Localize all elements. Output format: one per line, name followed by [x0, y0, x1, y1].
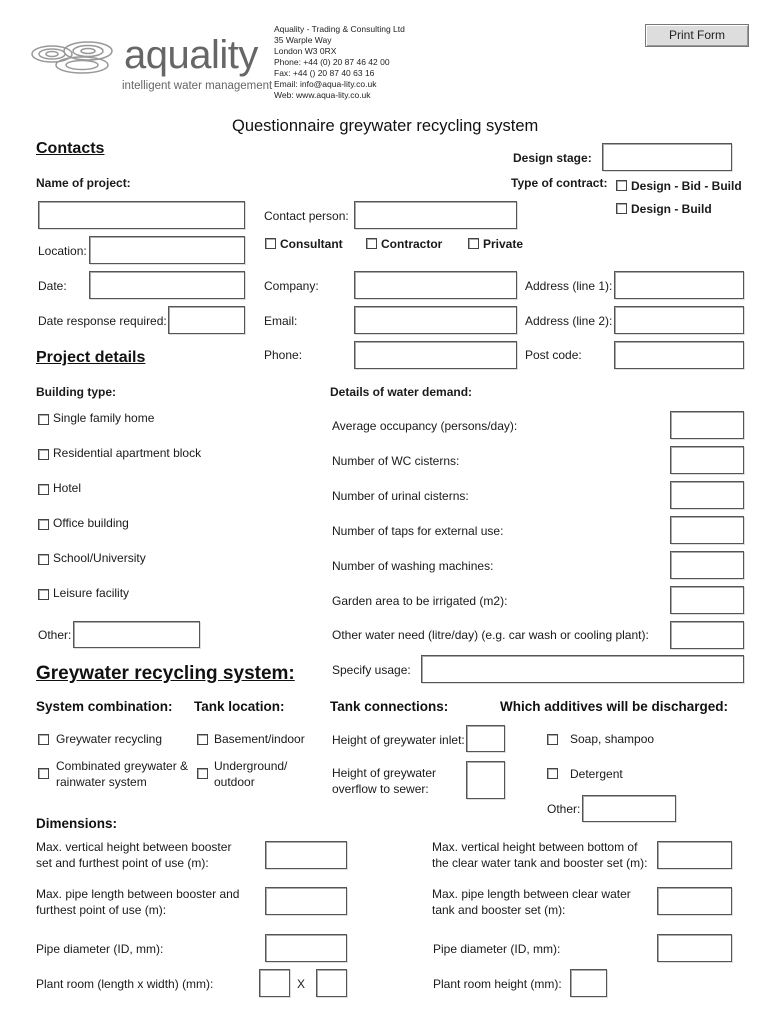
phone-label: Phone:: [264, 348, 303, 362]
contact-person-field[interactable]: [354, 201, 517, 229]
phone-field[interactable]: [354, 341, 517, 369]
pipe-diameter-left-field[interactable]: [265, 934, 347, 962]
tank-location-option: Basement/indoor: [214, 732, 305, 746]
demand-label: Number of urinal cisterns:: [332, 489, 469, 503]
combination-option: Greywater recycling: [56, 732, 163, 746]
building-other-field[interactable]: [73, 621, 200, 648]
greywater-recycling-checkbox[interactable]: [38, 734, 49, 745]
urinal-cisterns-field[interactable]: [670, 481, 744, 509]
additive-option: Detergent: [570, 767, 623, 781]
contractor-checkbox[interactable]: [366, 238, 377, 249]
times-separator: X: [297, 977, 306, 991]
demand-label: Other water need (litre/day) (e.g. car wash or cooling plant):: [332, 628, 649, 642]
date-label: Date:: [38, 279, 67, 293]
design-stage-field[interactable]: [602, 143, 732, 171]
contact-person-label: Contact person:: [264, 209, 349, 223]
company-label: Company:: [264, 279, 319, 293]
pipe-length-tank-field[interactable]: [657, 887, 732, 915]
building-type-option: School/University: [53, 551, 146, 565]
combinated-system-checkbox[interactable]: [38, 768, 49, 779]
email-label: Email:: [264, 314, 298, 328]
date-field[interactable]: [89, 271, 245, 299]
dimension-label: Max. pipe length between clear water tank and booster set (m):: [432, 887, 631, 917]
building-type-option: Hotel: [53, 481, 82, 495]
greywater-system-heading: Greywater recycling system:: [36, 663, 295, 684]
consultant-checkbox[interactable]: [265, 238, 276, 249]
additive-other-field[interactable]: [582, 795, 676, 822]
post-code-field[interactable]: [614, 341, 744, 369]
contract-option-label: Design - Bid - Build: [631, 179, 742, 193]
plant-room-width-field[interactable]: [316, 969, 347, 997]
private-checkbox[interactable]: [468, 238, 479, 249]
external-taps-field[interactable]: [670, 516, 744, 544]
company-address-line: Web: www.aqua-lity.co.uk: [274, 90, 371, 100]
contract-design-bid-build-checkbox[interactable]: [616, 180, 627, 191]
company-address-line: Fax: +44 () 20 87 40 63 16: [274, 68, 375, 78]
logo-tagline: intelligent water management: [122, 80, 273, 92]
specify-usage-field[interactable]: [421, 655, 744, 683]
greywater-inlet-label: Height of greywater inlet:: [332, 733, 465, 747]
basement-indoor-checkbox[interactable]: [197, 734, 208, 745]
design-stage-label: Design stage:: [513, 151, 592, 165]
role-label: Contractor: [381, 237, 443, 251]
building-apartment-checkbox[interactable]: [38, 449, 49, 460]
average-occupancy-field[interactable]: [670, 411, 744, 439]
additive-other-label: Other:: [547, 802, 581, 816]
pipe-length-booster-field[interactable]: [265, 887, 347, 915]
additive-option: Soap, shampoo: [570, 732, 655, 746]
dimension-label: Max. vertical height between bottom of the clear water tank and booster set (m):: [432, 840, 648, 870]
role-label: Consultant: [280, 237, 343, 251]
address-line2-label: Address (line 2):: [525, 314, 613, 328]
dimension-label: Max. vertical height between booster set and furthest point of use (m):: [36, 840, 232, 870]
company-address-line: London W3 0RX: [274, 46, 337, 56]
logo-word: aquality: [124, 33, 258, 77]
building-type-option: Leisure facility: [53, 586, 130, 600]
tank-location-option: Underground/ outdoor: [214, 759, 288, 789]
dimension-label: Plant room (length x width) (mm):: [36, 977, 214, 991]
vertical-height-booster-field[interactable]: [265, 841, 347, 869]
demand-label: Number of washing machines:: [332, 559, 494, 573]
specify-usage-label: Specify usage:: [332, 663, 411, 677]
company-address-line: Aquality - Trading & Consulting Ltd: [274, 24, 405, 34]
wc-cisterns-field[interactable]: [670, 446, 744, 474]
name-of-project-label: Name of project:: [36, 176, 131, 190]
dimension-label: Plant room height (mm):: [433, 977, 562, 991]
building-school-checkbox[interactable]: [38, 554, 49, 565]
role-label: Private: [483, 237, 524, 251]
overflow-label: Height of greywater overflow to sewer:: [332, 766, 437, 796]
building-single-family-checkbox[interactable]: [38, 414, 49, 425]
tank-location-label: Tank location:: [194, 699, 285, 714]
vertical-height-tank-field[interactable]: [657, 841, 732, 869]
plant-room-height-field[interactable]: [570, 969, 607, 997]
system-combination-label: System combination:: [36, 699, 173, 714]
overflow-field[interactable]: [466, 761, 505, 799]
demand-label: Number of taps for external use:: [332, 524, 504, 538]
company-address-line: Email: info@aqua-lity.co.uk: [274, 79, 377, 89]
plant-room-length-field[interactable]: [259, 969, 290, 997]
dimensions-heading: Dimensions:: [36, 816, 118, 831]
project-details-heading: Project details: [36, 349, 146, 366]
form-title: Questionnaire greywater recycling system: [232, 117, 539, 135]
dimension-label: Pipe diameter (ID, mm):: [433, 942, 561, 956]
dimension-label: Pipe diameter (ID, mm):: [36, 942, 164, 956]
contacts-heading: Contacts: [36, 140, 105, 157]
aquality-logo-swirl-icon: [30, 36, 126, 76]
building-type-label: Building type:: [36, 385, 116, 399]
underground-outdoor-checkbox[interactable]: [197, 768, 208, 779]
water-demand-label: Details of water demand:: [330, 385, 473, 399]
greywater-inlet-field[interactable]: [466, 725, 505, 752]
building-type-option: Residential apartment block: [53, 446, 202, 460]
company-field[interactable]: [354, 271, 517, 299]
additives-label: Which additives will be discharged:: [500, 699, 729, 714]
demand-label: Number of WC cisterns:: [332, 454, 460, 468]
other-water-need-field[interactable]: [670, 621, 744, 649]
post-code-label: Post code:: [525, 348, 582, 362]
dimension-label: Max. pipe length between booster and furthest point of use (m):: [36, 887, 240, 917]
type-of-contract-label: Type of contract:: [511, 176, 608, 190]
date-response-label: Date response required:: [38, 314, 167, 328]
detergent-checkbox[interactable]: [547, 768, 558, 779]
company-address-line: 35 Warple Way: [274, 35, 332, 45]
building-type-option: Single family home: [53, 411, 155, 425]
name-of-project-field[interactable]: [38, 201, 245, 229]
location-field[interactable]: [89, 236, 245, 264]
building-office-checkbox[interactable]: [38, 519, 49, 530]
date-response-field[interactable]: [168, 306, 245, 334]
combination-option: Combinated greywater & rainwater system: [56, 759, 189, 789]
garden-area-field[interactable]: [670, 586, 744, 614]
address-line2-field[interactable]: [614, 306, 744, 334]
print-form-button[interactable]: Print Form: [645, 24, 749, 47]
demand-label: Garden area to be irrigated (m2):: [332, 594, 508, 608]
tank-connections-label: Tank connections:: [330, 699, 449, 714]
address-line1-field[interactable]: [614, 271, 744, 299]
pipe-diameter-right-field[interactable]: [657, 934, 732, 962]
address-line1-label: Address (line 1):: [525, 279, 613, 293]
soap-shampoo-checkbox[interactable]: [547, 734, 558, 745]
company-address-line: Phone: +44 (0) 20 87 46 42 00: [274, 57, 390, 67]
contract-option-label: Design - Build: [631, 202, 712, 216]
email-field[interactable]: [354, 306, 517, 334]
building-type-option: Office building: [53, 516, 129, 530]
contract-design-build-checkbox[interactable]: [616, 203, 627, 214]
demand-label: Average occupancy (persons/day):: [332, 419, 518, 433]
building-hotel-checkbox[interactable]: [38, 484, 49, 495]
washing-machines-field[interactable]: [670, 551, 744, 579]
location-label: Location:: [38, 244, 87, 258]
building-leisure-checkbox[interactable]: [38, 589, 49, 600]
building-other-label: Other:: [38, 628, 72, 642]
